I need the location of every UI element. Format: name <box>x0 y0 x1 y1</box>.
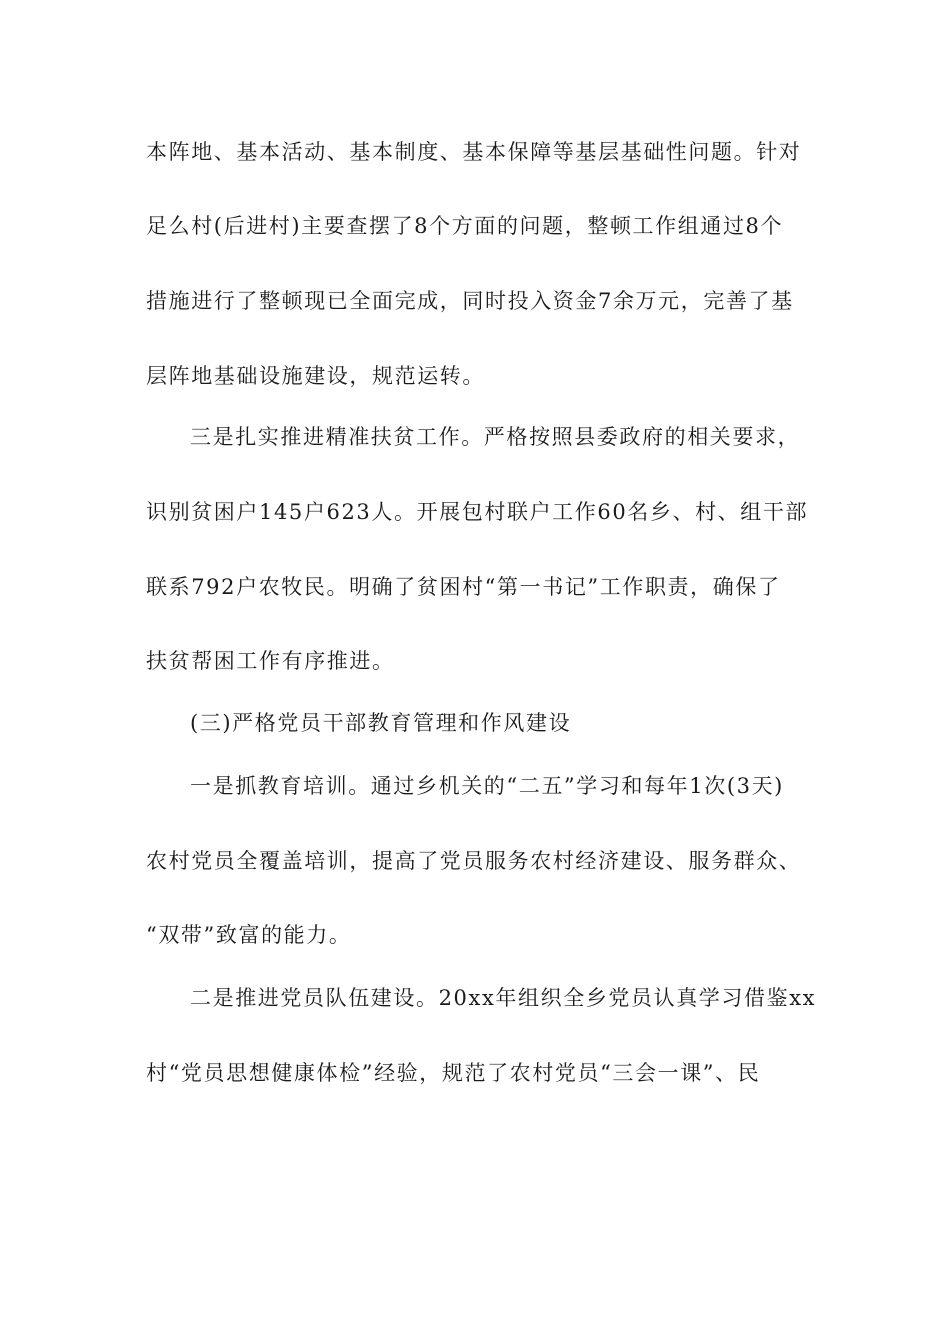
text-line: 村“党员思想健康体检”经验，规范了农村党员“三会一课”、民 <box>146 1061 761 1085</box>
text-line: “双带”致富的能力。 <box>146 923 352 947</box>
text-line: 联系792户农牧民。明确了贫困村“第一书记”工作职责，确保了 <box>146 575 781 599</box>
section-heading: (三)严格党员干部教育管理和作风建设 <box>190 711 572 735</box>
text-line: 本阵地、基本活动、基本制度、基本保障等基层基础性问题。针对 <box>146 140 802 164</box>
text-line: 措施进行了整顿现已全面完成，同时投入资金7余万元，完善了基 <box>146 289 794 313</box>
paragraph-start-line: 二是推进党员队伍建设。20xx年组织全乡党员认真学习借鉴xx <box>190 986 817 1010</box>
text-line: 扶贫帮困工作有序推进。 <box>146 649 395 673</box>
text-line: 识别贫困户145户623人。开展包村联户工作60名乡、村、组干部 <box>146 500 809 524</box>
text-line: 农村党员全覆盖培训，提高了党员服务农村经济建设、服务群众、 <box>146 849 802 873</box>
text-line: 层阵地基础设施建设，规范运转。 <box>146 364 485 388</box>
paragraph-start-line: 一是抓教育培训。通过乡机关的“二五”学习和每年1次(3天) <box>190 774 784 798</box>
paragraph-start-line: 三是扎实推进精准扶贫工作。严格按照县委政府的相关要求， <box>190 425 801 449</box>
text-line: 足么村(后进村)主要查摆了8个方面的问题，整顿工作组通过8个 <box>146 214 784 238</box>
